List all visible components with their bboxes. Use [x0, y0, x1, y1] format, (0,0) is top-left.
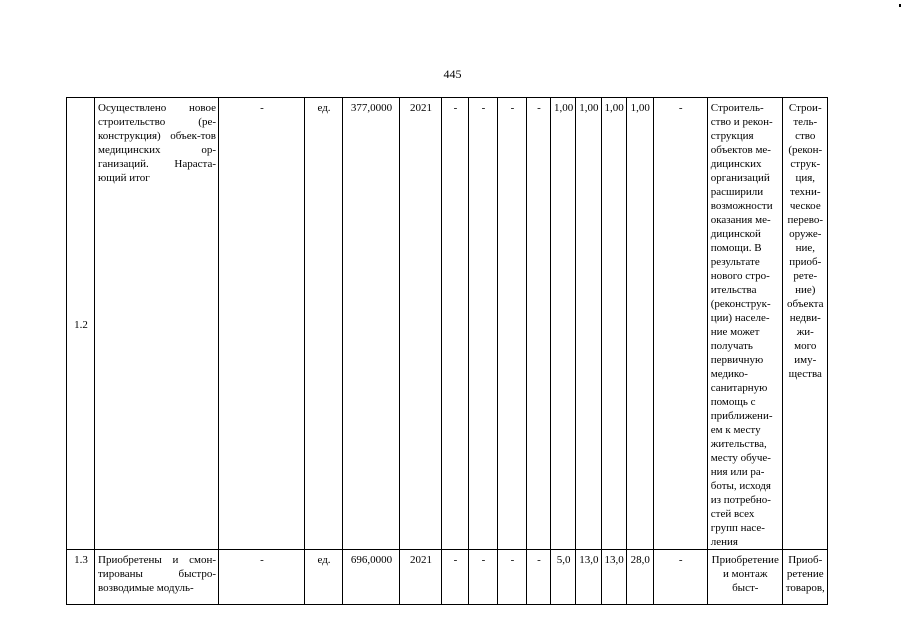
cell-d2: - [469, 550, 498, 605]
cell-d3: - [498, 550, 527, 605]
cell-v4: 28,0 [626, 550, 653, 605]
result-description: Приобретение и монтаж быст- [707, 550, 782, 605]
basic-value: - [219, 550, 305, 605]
cell-dash: - [653, 550, 707, 605]
corner-mark [899, 4, 901, 7]
cell-d1: - [442, 98, 469, 550]
unit: ед. [305, 98, 343, 550]
cell-v4: 1,00 [626, 98, 653, 550]
result-description: Строитель-ство и рекон-струкция объектов ме-дицинских организаций расширили возможности оказания ме-дицинской помощи. В результате нового стро-ительства (реконструк-ции) населе-ние может получать первичную медико-санитарную помощь с приближени-ем к месту жительства, месту обуче-ния или ра-боты, исходя из потребно-стей всех групп насе-ления [707, 98, 782, 550]
cell-d4: - [527, 550, 551, 605]
cell-dash: - [653, 98, 707, 550]
indicator-table [66, 97, 828, 605]
indicator-name: Приобретены и смон-тированы быстро-возводимые модуль- [95, 550, 219, 605]
cell-v3: 1,00 [601, 98, 626, 550]
year: 2021 [400, 550, 442, 605]
cell-v2: 13,0 [576, 550, 601, 605]
cell-d3: - [498, 98, 527, 550]
row-id: 1.3 [67, 550, 95, 605]
cell-v3: 13,0 [601, 550, 626, 605]
cell-d1: - [442, 550, 469, 605]
page-number: 445 [443, 67, 462, 81]
indicator-name: Осуществлено новое строительство (ре-конструкция) объек-тов медицинских ор-ганизаций. Нараста-ющий итог [95, 98, 219, 550]
row-id: 1.2 [67, 98, 95, 550]
unit: ед. [305, 550, 343, 605]
cell-v1: 1,00 [551, 98, 576, 550]
cell-d2: - [469, 98, 498, 550]
value: 696,0000 [343, 550, 400, 605]
year: 2021 [400, 98, 442, 550]
value: 377,0000 [343, 98, 400, 550]
cell-v2: 1,00 [576, 98, 601, 550]
cell-v1: 5,0 [551, 550, 576, 605]
result-type: Приоб-ретение товаров, [782, 550, 827, 605]
table-row [67, 98, 828, 550]
table-row [67, 550, 828, 605]
result-type: Строи-тель-ство (рекон-струк-ция, техни-ческое перево-оруже-ние, приоб-рете-ние) объекта недви-жи-мого иму-щества [782, 98, 827, 550]
cell-d4: - [527, 98, 551, 550]
basic-value: - [219, 98, 305, 550]
